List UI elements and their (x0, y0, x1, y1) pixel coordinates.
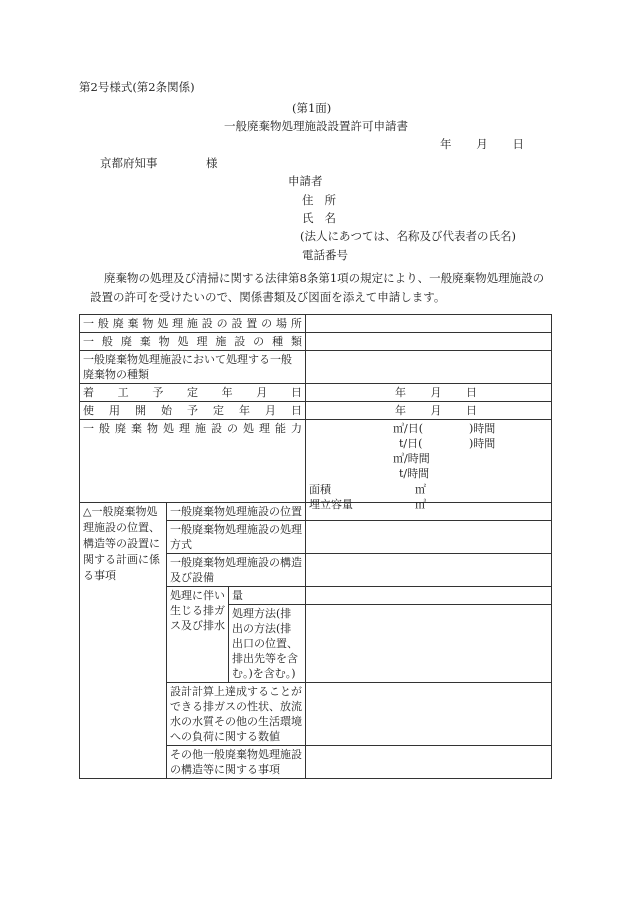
application-form-table (79, 314, 552, 779)
label-emission-method: 処理方法(排出の方法(排出口の位置、排出先等を含む。)を含む。) (229, 605, 306, 683)
label-position: 一般廃棄物処理施設の位置 (167, 503, 306, 521)
row-facility-type (80, 333, 552, 351)
label-emission: 処理に伴い生じる排ガス及び排水 (167, 587, 229, 683)
form-number: 第2号様式(第2条関係) (79, 80, 195, 94)
applicant-name-label: 氏 名 (302, 211, 336, 225)
label-operation-date: 使 用 開 始 予 定 年 月 日 (80, 402, 306, 420)
form-title: 一般廃棄物処理施設設置許可申請書 (224, 119, 408, 133)
page-indicator: (第1面) (292, 101, 332, 115)
applicant-corporate-note: (法人にあつては、名称及び代表者の氏名) (300, 229, 516, 243)
row-start-date (80, 384, 552, 402)
label-capacity: 一 般 廃 棄 物 処 理 施 設 の 処 理 能 力 (80, 420, 306, 503)
body-text-line1: 廃棄物の処理及び清掃に関する法律第8条第1項の規定により、一般廃棄物処理施設の (104, 271, 545, 285)
applicant-address-label: 住 所 (302, 193, 336, 207)
applicant-phone-label: 電話番号 (302, 248, 348, 262)
body-text-line2: 設置の許可を受けたいので、関係書類及び図面を添えて申請します。 (90, 290, 446, 304)
label-structure: 一般廃棄物処理施設の構造及び設備 (167, 554, 306, 587)
label-start-date: 着 工 予 定 年 月 日 (80, 384, 306, 402)
field-emission-amount[interactable] (306, 587, 552, 605)
label-facility-type: 一 般 廃 棄 物 処 理 施 設 の 種 類 (80, 333, 306, 351)
field-capacity[interactable]: ㎥/日( )時間 t/日( )時間 ㎥/時間 t/時間 面積 ㎡ 埋立容量 ㎥ (306, 420, 552, 503)
row-waste-type (80, 351, 552, 384)
label-method: 一般廃棄物処理施設の処理方式 (167, 521, 306, 554)
applicant-label: 申請者 (288, 174, 323, 188)
date-month: 月 (476, 137, 488, 151)
field-other[interactable] (306, 746, 552, 779)
addressee: 京都府知事 (100, 156, 158, 170)
label-waste-type: 一般廃棄物処理施設において処理する一般廃棄物の種類 (80, 351, 306, 384)
field-waste-type[interactable] (306, 351, 552, 384)
date-day: 日 (512, 137, 524, 151)
honorific: 様 (206, 156, 218, 170)
label-environmental-values: 設計計算上達成することができる排ガスの性状、放流水の水質その他の生活環境への負荷に関する数値 (167, 683, 306, 746)
date-year: 年 (440, 137, 452, 151)
row-operation-date (80, 402, 552, 420)
field-facility-type[interactable] (306, 333, 552, 351)
field-location[interactable] (306, 315, 552, 333)
label-plan-section: △一般廃棄物処理施設の位置、構造等の設置に関する計画に係る事項 (80, 503, 167, 779)
field-structure[interactable] (306, 554, 552, 587)
field-method[interactable] (306, 521, 552, 554)
field-operation-date[interactable]: 年 月 日 (306, 402, 552, 420)
field-environmental-values[interactable] (306, 683, 552, 746)
date-line (440, 137, 524, 151)
field-emission-method[interactable] (306, 605, 552, 683)
field-start-date[interactable]: 年 月 日 (306, 384, 552, 402)
row-capacity (80, 420, 552, 503)
label-other: その他一般廃棄物処理施設の構造等に関する事項 (167, 746, 306, 779)
label-emission-amount: 量 (229, 587, 306, 605)
label-location: 一 般 廃 棄 物 処 理 施 設 の 設 置 の 場 所 (80, 315, 306, 333)
row-location (80, 315, 552, 333)
